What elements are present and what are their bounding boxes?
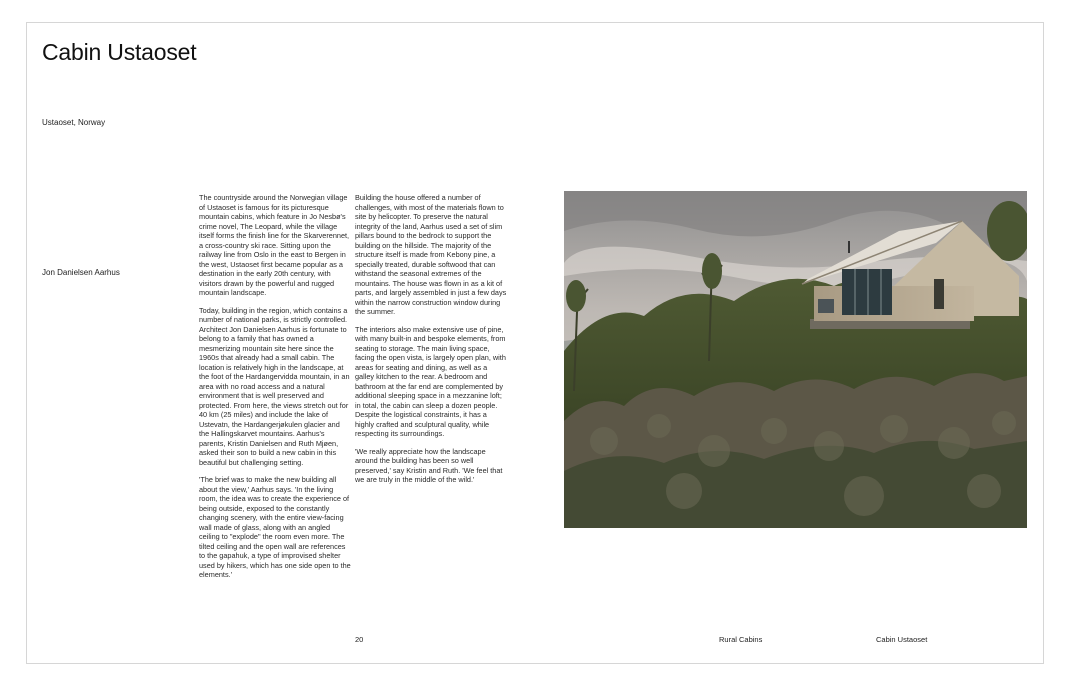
cabin-body	[814, 286, 974, 321]
body-paragraph: The countryside around the Norwegian village of Ustaoset is famous for its picturesque mountain cabins, which feature in Jo Nesbø's crime novel, The Leopard, while the village itself forms the finish line for the Skarverennet, a cross-country ski race. Sitting upon the railway line from Oslo in the east to Bergen in the west, Ustaoset first became popular as a destination in the early 20th century, with visitors drawn by the powerful and rugged mountain landscape.	[199, 193, 350, 297]
body-paragraph: 'We really appreciate how the landscape around the building has been so well preserved,' say Kristin and Ruth. 'We feel that we are truly in the middle of the wild.'	[355, 446, 503, 484]
cabin-window	[818, 299, 834, 313]
body-paragraph: Building the house offered a number of challenges, with most of the materials flown to site by helicopter. To preserve the natural integrity of the land, Aarhus used a set of slim pillars bound to the bedrock to support the building on the hillside. The majority of the structure itself is made from Kebony pine, a specially treated, durable softwood that can withstand the seasonal extremes of the mountains. The house was flown in as a kit of parts, and largely assembled in just a few days within the narrow construction window during the summer.	[355, 193, 507, 316]
project-location: Ustaoset, Norway	[42, 118, 106, 127]
page-title: Cabin Ustaoset	[42, 39, 197, 65]
body-paragraph: The interiors also make extensive use of pine, with many built-in and bespoke elements, from seating to storage. The main living space, facing the open vista, is largely open plan, with areas for seating and dining, as well as a galley kitchen to the rear. A bedroom and bathroom at the far end are complemented by additional sleeping space in a mezzanine loft; in total, the cabin can sleep a dozen people. Despite the logistical constraints, it has a highly crafted and sculptural quality, while respecting its surroundings.	[355, 324, 506, 438]
body-column-right	[355, 193, 507, 493]
cabin-photo	[564, 191, 1027, 528]
glass-wall	[842, 269, 892, 315]
running-title: Cabin Ustaoset	[876, 635, 928, 644]
architect-credit: Jon Danielsen Aarhus	[42, 268, 120, 277]
body-column-left	[199, 193, 351, 588]
body-paragraph: 'The brief was to make the new building all about the view,' Aarhus says. 'In the living room, the idea was to create the experience of being outside, exposed to the constantly changing scenery, with the entire view-facing wall made of glass, along with an angled ceiling to "explode" the room even more. The tilted ceiling and the open wall are references to the gapahuk, a type of improvised shelter used by hikers, which has one side open to the elements.'	[199, 475, 351, 579]
running-section: Rural Cabins	[719, 635, 763, 644]
body-paragraph: Today, building in the region, which contains a number of national parks, is strictly controlled. Architect Jon Danielsen Aarhus is fortunate to belong to a family that has owned a mesmerizing mountain site here since the 1960s that already had a small cabin. The location is relatively high in the landscape, at the foot of the Hardangervidda mountain, in an area with no road access and a natural environment that is well preserved and protected. From here, the views stretch out for 40 km (25 miles) and include the lake of Ustevatn, the Hardangerjøkulen glacier and the Hallingskarvet mountains. Aarhus's parents, Kristin Danielsen and Ruth Mjøen, asked their son to build a new cabin in this beautiful but challenging setting.	[199, 305, 350, 467]
cabin-window	[934, 279, 944, 309]
page-number: 20	[355, 635, 364, 644]
